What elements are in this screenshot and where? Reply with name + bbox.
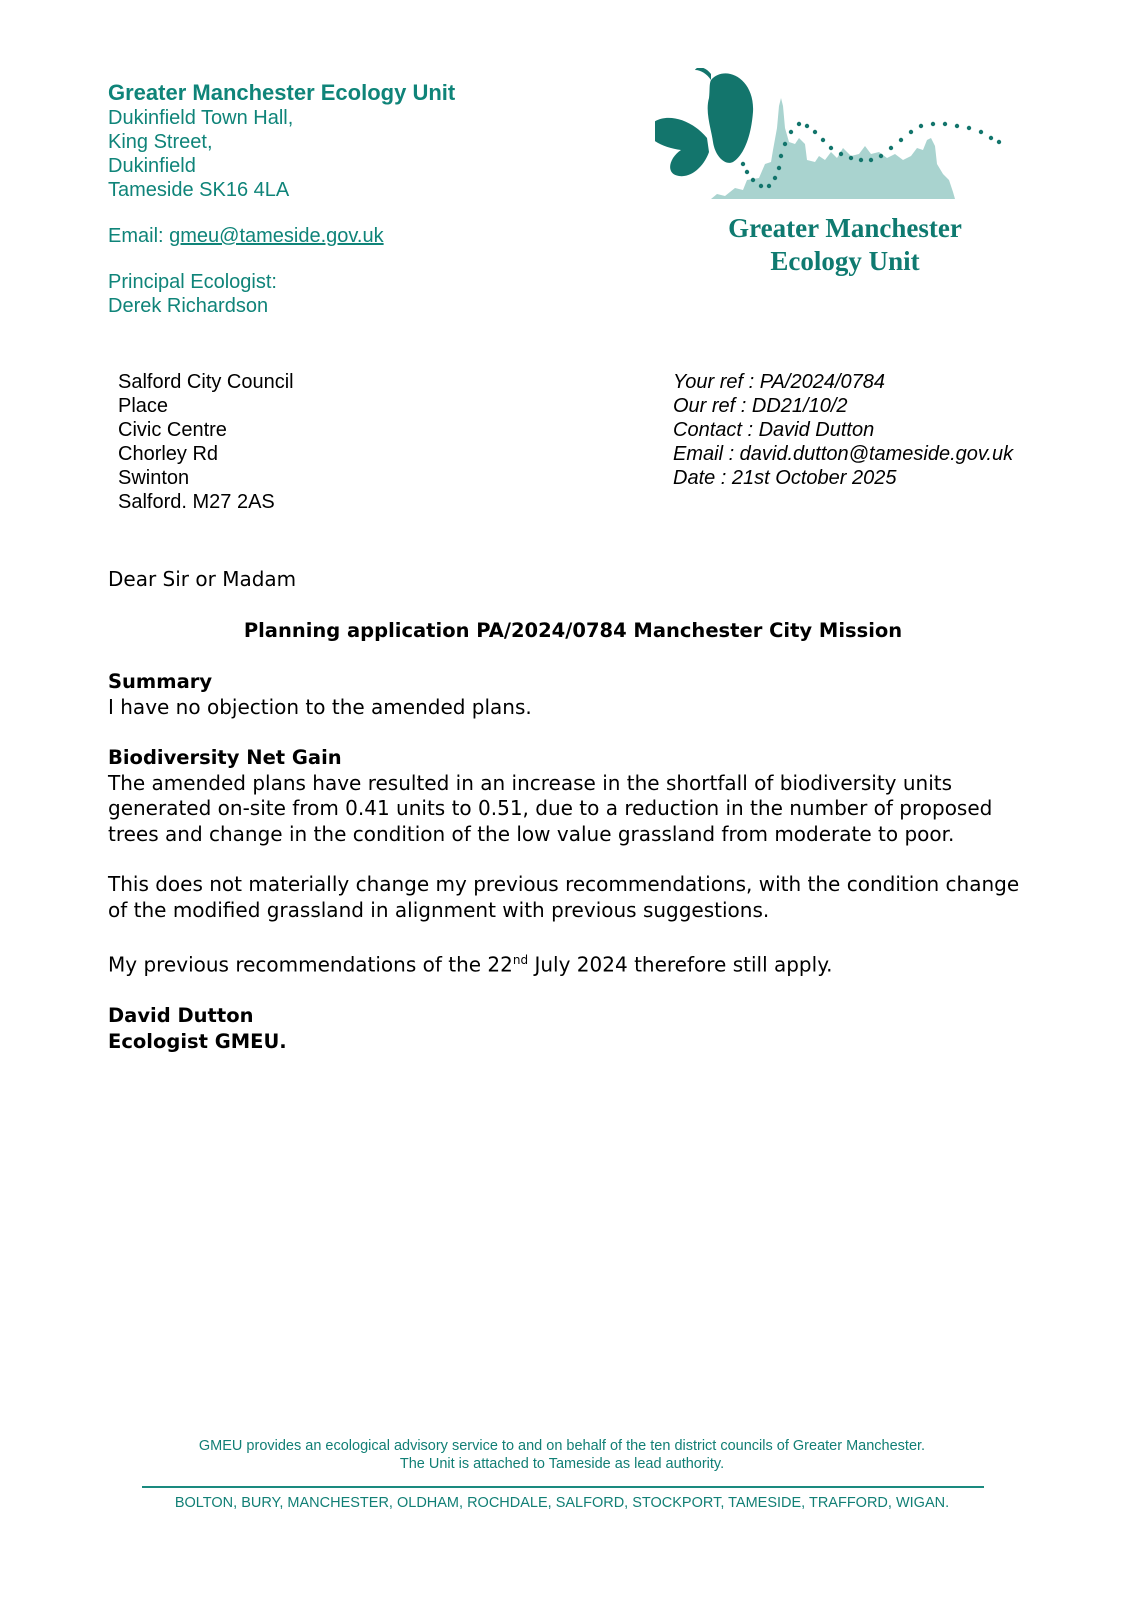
sender-email-line bbox=[108, 224, 455, 248]
ordinal-suffix: nd bbox=[512, 953, 529, 967]
paragraph-2: This does not materially change my previous recommendations, with the condition change of the modified grassland in alignment with previous suggestions. bbox=[108, 872, 1020, 922]
logo-line1: Greater Manchester bbox=[728, 213, 962, 243]
footer-divider bbox=[142, 1486, 984, 1488]
logo-line2: Ecology Unit bbox=[770, 246, 920, 276]
summary-text: I have no objection to the amended plans. bbox=[108, 694, 532, 719]
sender-email-link[interactable]: gmeu@tameside.gov.uk bbox=[169, 225, 384, 247]
bng-text: The amended plans have resulted in an increase in the shortfall of biodiversity units generated on-site from 0.41 units to 0.51, due to a reduction in the number of proposed trees and change in the condition of the low value grassland from moderate to poor. bbox=[108, 770, 993, 846]
paragraph-3-end: July 2024 therefore still apply. bbox=[528, 952, 833, 977]
letter-body bbox=[108, 567, 1038, 1054]
footer-line1: GMEU provides an ecological advisory service to and on behalf of the ten district councils of Greater Manchester. bbox=[198, 1438, 926, 1454]
signature-name: David Dutton bbox=[108, 1004, 254, 1028]
recipient-line: Salford. M27 2AS bbox=[118, 491, 275, 513]
salutation: Dear Sir or Madam bbox=[108, 567, 297, 591]
sender-org-name: Greater Manchester Ecology Unit bbox=[108, 80, 456, 105]
recipient-address bbox=[118, 370, 294, 514]
paragraph-3-start: My previous recommendations of the 22 bbox=[108, 952, 513, 977]
sender-block bbox=[108, 80, 455, 318]
contact: Contact : David Dutton bbox=[673, 419, 875, 441]
butterfly-icon bbox=[655, 68, 753, 176]
sender-address-line: Dukinfield Town Hall, bbox=[108, 107, 294, 129]
paragraph-3 bbox=[108, 948, 1038, 978]
sender-email-label: Email: bbox=[108, 225, 170, 247]
signature-title: Ecologist GMEU. bbox=[108, 1029, 287, 1053]
contact-email: Email : david.dutton@tameside.gov.uk bbox=[673, 443, 1014, 465]
recipient-line: Swinton bbox=[118, 467, 190, 489]
sender-role-name: Derek Richardson bbox=[108, 295, 269, 317]
summary-heading: Summary bbox=[108, 670, 213, 693]
recipient-line: Place bbox=[118, 395, 169, 417]
footer-districts: BOLTON, BURY, MANCHESTER, OLDHAM, ROCHDALE, SALFORD, STOCKPORT, TAMESIDE, TRAFFORD, WIGAN. bbox=[174, 1495, 950, 1511]
recipient-line: Chorley Rd bbox=[118, 443, 219, 465]
sender-address-line: King Street, bbox=[108, 131, 213, 153]
logo-wordmark bbox=[655, 212, 1035, 278]
recipient-line: Salford City Council bbox=[118, 371, 294, 393]
footer-line2: The Unit is attached to Tameside as lead authority. bbox=[399, 1456, 725, 1472]
your-ref: Your ref : PA/2024/0784 bbox=[673, 371, 886, 393]
sender-address-line: Dukinfield bbox=[108, 155, 196, 177]
sender-address-line: Tameside SK16 4LA bbox=[108, 179, 290, 201]
reference-block bbox=[673, 370, 1013, 490]
footer-note bbox=[140, 1437, 984, 1473]
subject-line: Planning application PA/2024/0784 Manchester City Mission bbox=[243, 618, 903, 642]
recipient-line: Civic Centre bbox=[118, 419, 227, 441]
letter-date: Date : 21st October 2025 bbox=[673, 467, 897, 489]
bng-heading: Biodiversity Net Gain bbox=[108, 746, 342, 769]
sender-role-label: Principal Ecologist: bbox=[108, 271, 277, 293]
our-ref: Our ref : DD21/10/2 bbox=[673, 395, 848, 417]
